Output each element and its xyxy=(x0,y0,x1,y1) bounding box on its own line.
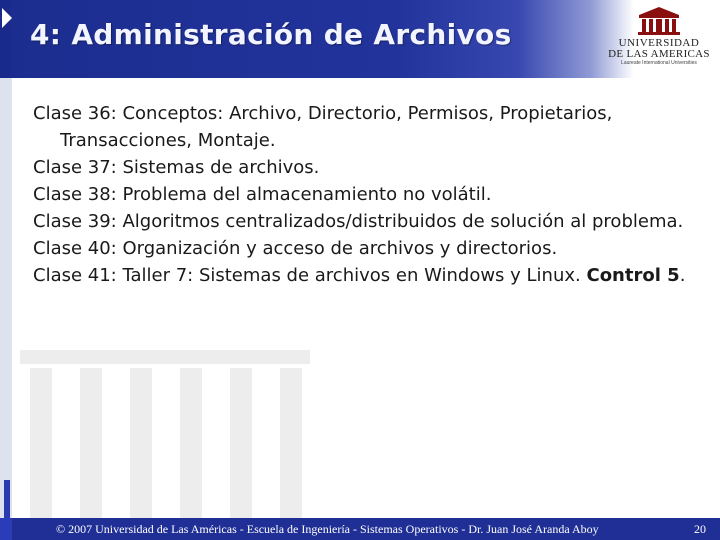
page-number: 20 xyxy=(694,522,706,536)
slide-title: 4: Administración de Archivos xyxy=(30,18,512,51)
footer-copyright: © 2007 Universidad de Las Américas - Escuela de Ingeniería - Sistemas Operativos - Dr. Juan José Aranda Aboy xyxy=(56,522,599,536)
control-label: Control 5 xyxy=(586,265,680,286)
list-item-clase-37: Clase 37: Sistemas de archivos. xyxy=(33,157,320,178)
triangle-bullet-icon xyxy=(2,8,12,28)
university-logo xyxy=(604,6,714,76)
list-item-clase-39: Clase 39: Algoritmos centralizados/distribuidos de solución al problema. xyxy=(33,211,684,232)
list-item-clase-40: Clase 40: Organización y acceso de archivos y directorios. xyxy=(33,238,558,259)
slide-content xyxy=(33,100,703,289)
footer-accent xyxy=(0,518,12,540)
building-columns-icon xyxy=(637,6,681,36)
list-item-clase-38: Clase 38: Problema del almacenamiento no volátil. xyxy=(33,184,492,205)
logo-line-university: UNIVERSIDAD xyxy=(618,37,700,49)
list-item-clase-36: Clase 36: Conceptos: Archivo, Directorio, Permisos, Propietarios, Transacciones, Montaje. xyxy=(33,103,613,151)
logo-line-de-las-americas: DE LAS AMERICAS xyxy=(608,48,710,60)
logo-line-laureate: Laureate International Universities xyxy=(621,60,697,66)
columns-watermark xyxy=(0,340,330,518)
list-item-clase-41: Clase 41: Taller 7: Sistemas de archivos en Windows y Linux. Control 5. xyxy=(33,265,686,286)
